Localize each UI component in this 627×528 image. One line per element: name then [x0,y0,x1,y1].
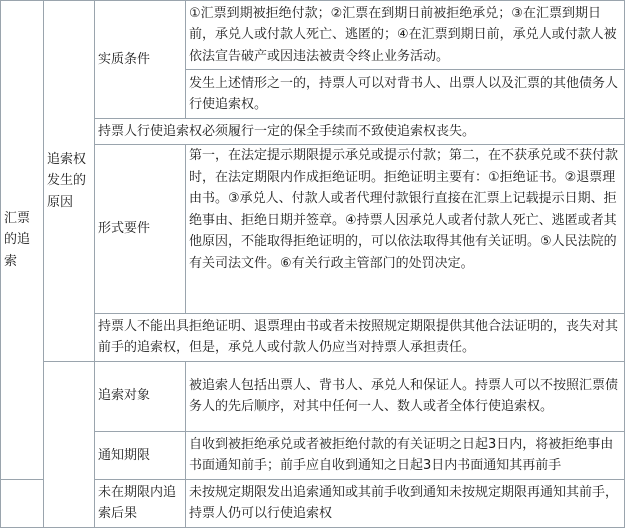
subject-substantive-conditions: 实质条件 [95,1,186,119]
formal-requirement-intro: 持票人行使追索权必须履行一定的保全手续而不致使追索权丧失。 [95,119,625,145]
loss-of-recourse-rule: 持票人不能出具拒绝证明、退票理由书或者未按照规定期限提供其他合法证明的，丧失对其前手的追索权，但是，承兑人或付款人仍应当对持票人承担责任。 [95,313,625,361]
section-heading-empty [1,479,44,527]
late-recourse-consequence-detail: 未按规定期限发出追索通知或其前手收到通知未按规定期限再通知其前手，持票人仍可以行使追索权 [186,479,625,527]
group-heading-empty [44,361,95,527]
section-heading-bill-recourse: 汇票的追索 [1,1,44,480]
substantive-conditions-effect: 发生上述情形之一的，持票人可以对背书人、出票人以及汇票的其他债务人行使追索权。 [186,70,625,119]
notice-period-detail: 自收到被拒绝承兑或者被拒绝付款的有关证明之日起3日内，将被拒绝事由书面通知前手；前手应自收到通知之日起3日内书面通知其再前手 [186,431,625,479]
subject-recourse-objects: 追索对象 [95,361,186,431]
subject-formal-requirements: 形式要件 [95,145,186,313]
subject-late-recourse-consequence: 未在期限内追索后果 [95,479,186,527]
subject-notice-period: 通知期限 [95,431,186,479]
recourse-objects-detail: 被追索人包括出票人、背书人、承兑人和保证人。持票人可以不按照汇票债务人的先后顺序，对其中任何一人、数人或者全体行使追索权。 [186,361,625,431]
substantive-conditions-list: ①汇票到期被拒绝付款；②汇票在到期日前被拒绝承兑；③在汇票到期日前，承兑人或付款人死亡、逃匿的；④在汇票到期日前，承兑人或付款人被依法宣告破产或因违法被责令终止业务活动。 [186,1,625,70]
group-heading-recourse-causes: 追索权发生的原因 [44,1,95,362]
formal-requirements-detail: 第一，在法定提示期限提示承兑或提示付款；第二，在不获承兑或不获付款时，在法定期限内作成拒绝证明。拒绝证明主要有：①拒绝证书。②退票理由书。③承兑人、付款人或者代理付款银行直接在汇票上记载提示日期、拒绝事由、拒绝日期并签章。④持票人因承兑人或者付款人死亡、逃匿或者其他原因，不能取得拒绝证明的，可以依法取得其他有关证明。⑤人民法院的有关司法文件。⑥有关行政主管部门的处罚决定。 [186,145,625,313]
